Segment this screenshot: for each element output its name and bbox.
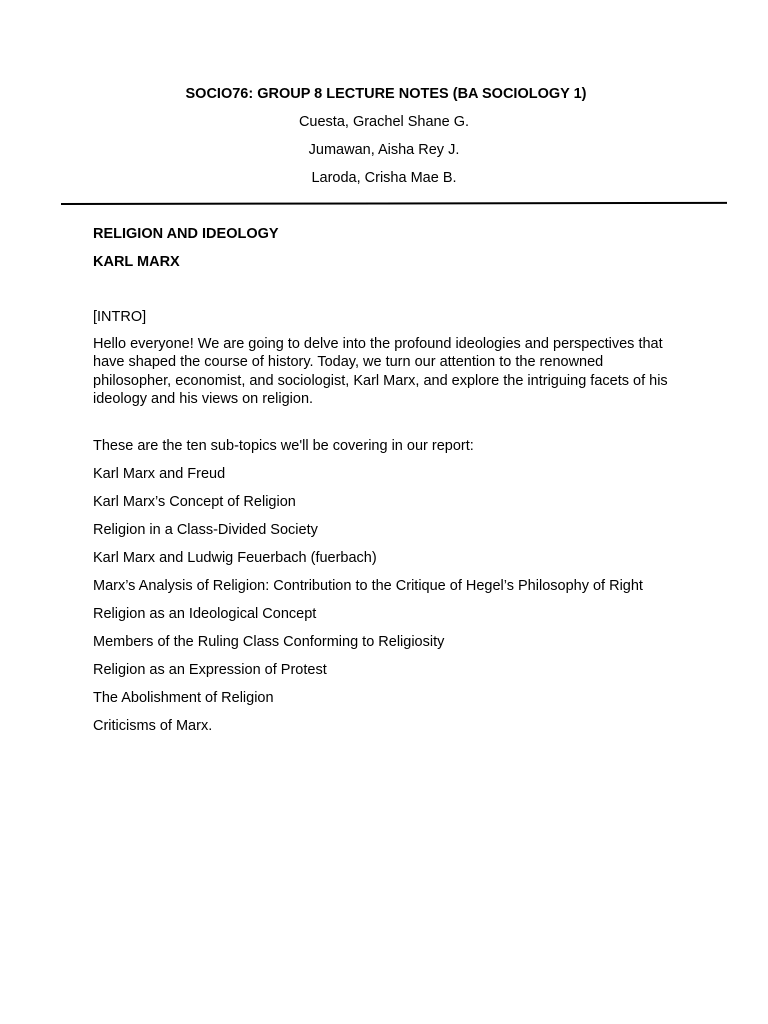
section-subheading: KARL MARX [93,254,180,270]
subtopic-item: Karl Marx’s Concept of Religion [93,493,296,510]
author-name: Laroda, Crisha Mae B. [311,170,457,186]
intro-label: [INTRO] [93,309,147,325]
subtopic-item: Religion as an Ideological Concept [93,605,317,622]
subtopic-list [93,465,693,736]
author-name: Jumawan, Aisha Rey J. [308,142,460,158]
document-title: SOCIO76: GROUP 8 LECTURE NOTES (BA SOCIOLOGY 1) [185,86,587,102]
subtopic-item: Karl Marx and Ludwig Feuerbach (fuerbach) [93,549,377,566]
author-name: Cuesta, Grachel Shane G. [298,114,470,130]
subtopic-item: Marx’s Analysis of Religion: Contribution to the Critique of Hegel’s Philosophy of Right [93,577,643,594]
subtopic-item: Criticisms of Marx. [93,717,213,734]
intro-paragraph: Hello everyone! We are going to delve into the profound ideologies and perspectives that have shaped the course of history. Today, we turn our attention to the renowned philosopher, economist, and sociologist, Karl Marx, and explore the intriguing facets of his ideology and his views on religion. [93,335,668,407]
document-body [93,224,693,735]
subtopic-item: Religion in a Class-Divided Society [93,521,318,538]
subtopic-item: Members of the Ruling Class Conforming to Religiosity [93,633,445,650]
subtopic-item: The Abolishment of Religion [93,689,274,706]
document-header [0,84,768,188]
subtopic-item: Religion as an Expression of Protest [93,661,327,678]
header-divider [61,202,727,205]
subtopic-item: Karl Marx and Freud [93,465,226,482]
subtopics-intro: These are the ten sub-topics we'll be covering in our report: [93,437,474,454]
section-heading: RELIGION AND IDEOLOGY [93,226,279,242]
